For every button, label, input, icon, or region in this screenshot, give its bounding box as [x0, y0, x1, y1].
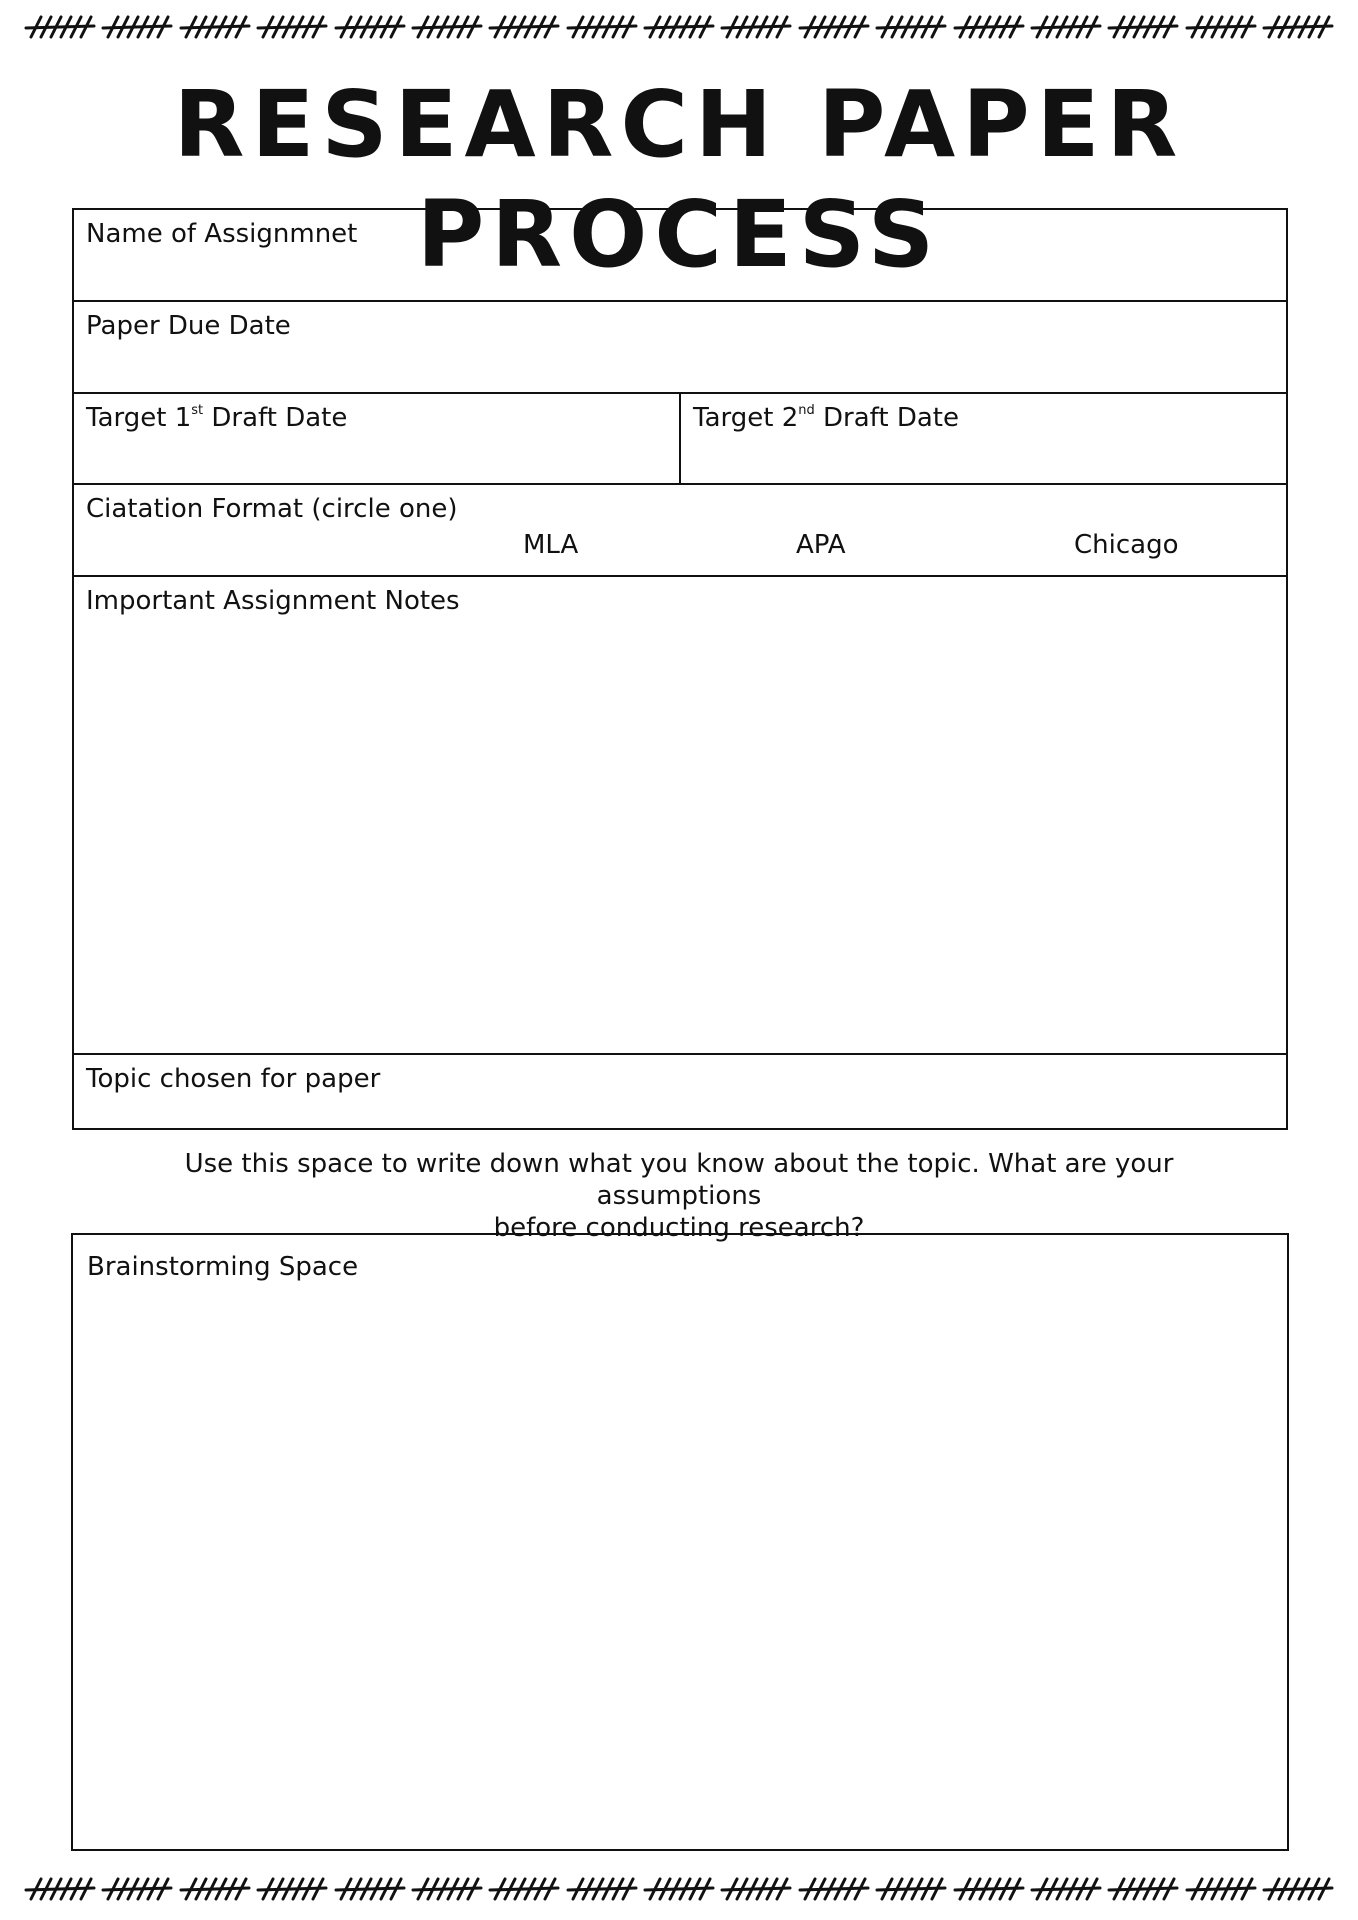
first-draft-label: Target 1st Draft Date — [86, 403, 348, 433]
hatch-mark-icon — [720, 1874, 792, 1904]
hatch-mark-icon — [1185, 12, 1257, 42]
hatch-mark-icon — [798, 1874, 870, 1904]
hatch-mark-icon — [179, 1874, 251, 1904]
hatch-mark-icon — [101, 12, 173, 42]
hatch-mark-icon — [256, 12, 328, 42]
hatch-mark-icon — [953, 1874, 1025, 1904]
hatch-mark-icon — [566, 12, 638, 42]
hatch-mark-icon — [1107, 12, 1179, 42]
top-decorative-border — [24, 10, 1334, 44]
citation-format-row — [74, 485, 1286, 577]
assignment-info-table — [72, 208, 1288, 1130]
hatch-mark-icon — [488, 1874, 560, 1904]
hatch-mark-icon — [1262, 12, 1334, 42]
hatch-mark-icon — [566, 1874, 638, 1904]
hatch-mark-icon — [24, 1874, 96, 1904]
first-draft-cell[interactable] — [74, 394, 681, 483]
assignment-name-row[interactable] — [74, 210, 1286, 302]
second-draft-cell[interactable] — [681, 394, 1287, 483]
topic-row[interactable] — [74, 1055, 1286, 1127]
topic-label: Topic chosen for paper — [86, 1064, 381, 1094]
hatch-mark-icon — [1107, 1874, 1179, 1904]
due-date-row[interactable] — [74, 302, 1286, 394]
citation-option-chicago[interactable]: Chicago — [1074, 530, 1179, 560]
citation-option-apa[interactable]: APA — [796, 530, 846, 560]
brainstorming-box[interactable] — [71, 1233, 1289, 1851]
brainstorming-label: Brainstorming Space — [87, 1252, 359, 1282]
hatch-mark-icon — [334, 12, 406, 42]
hatch-mark-icon — [798, 12, 870, 42]
citation-option-mla[interactable]: MLA — [523, 530, 579, 560]
hatch-mark-icon — [643, 1874, 715, 1904]
hatch-mark-icon — [1262, 1874, 1334, 1904]
hatch-mark-icon — [334, 1874, 406, 1904]
hatch-mark-icon — [1030, 1874, 1102, 1904]
assignment-name-label: Name of Assignmnet — [86, 219, 358, 249]
citation-format-label: Ciatation Format (circle one) — [86, 494, 458, 524]
hatch-mark-icon — [179, 12, 251, 42]
hatch-mark-icon — [256, 1874, 328, 1904]
hatch-mark-icon — [24, 12, 96, 42]
page-title: RESEARCH PAPER PROCESS — [173, 71, 1185, 288]
assignment-notes-row[interactable] — [74, 577, 1286, 1055]
hatch-mark-icon — [875, 12, 947, 42]
hatch-mark-icon — [875, 1874, 947, 1904]
draft-dates-row — [74, 394, 1286, 485]
hatch-mark-icon — [411, 1874, 483, 1904]
second-draft-label: Target 2nd Draft Date — [693, 403, 959, 433]
hatch-mark-icon — [101, 1874, 173, 1904]
bottom-decorative-border — [24, 1872, 1334, 1906]
hatch-mark-icon — [720, 12, 792, 42]
hatch-mark-icon — [643, 12, 715, 42]
hatch-mark-icon — [1185, 1874, 1257, 1904]
hatch-mark-icon — [1030, 12, 1102, 42]
brainstorm-instructions: Use this space to write down what you know about the topic. What are your assumptions before conducting research? — [184, 1149, 1174, 1243]
hatch-mark-icon — [488, 12, 560, 42]
due-date-label: Paper Due Date — [86, 311, 291, 341]
assignment-notes-label: Important Assignment Notes — [86, 586, 460, 616]
hatch-mark-icon — [953, 12, 1025, 42]
hatch-mark-icon — [411, 12, 483, 42]
